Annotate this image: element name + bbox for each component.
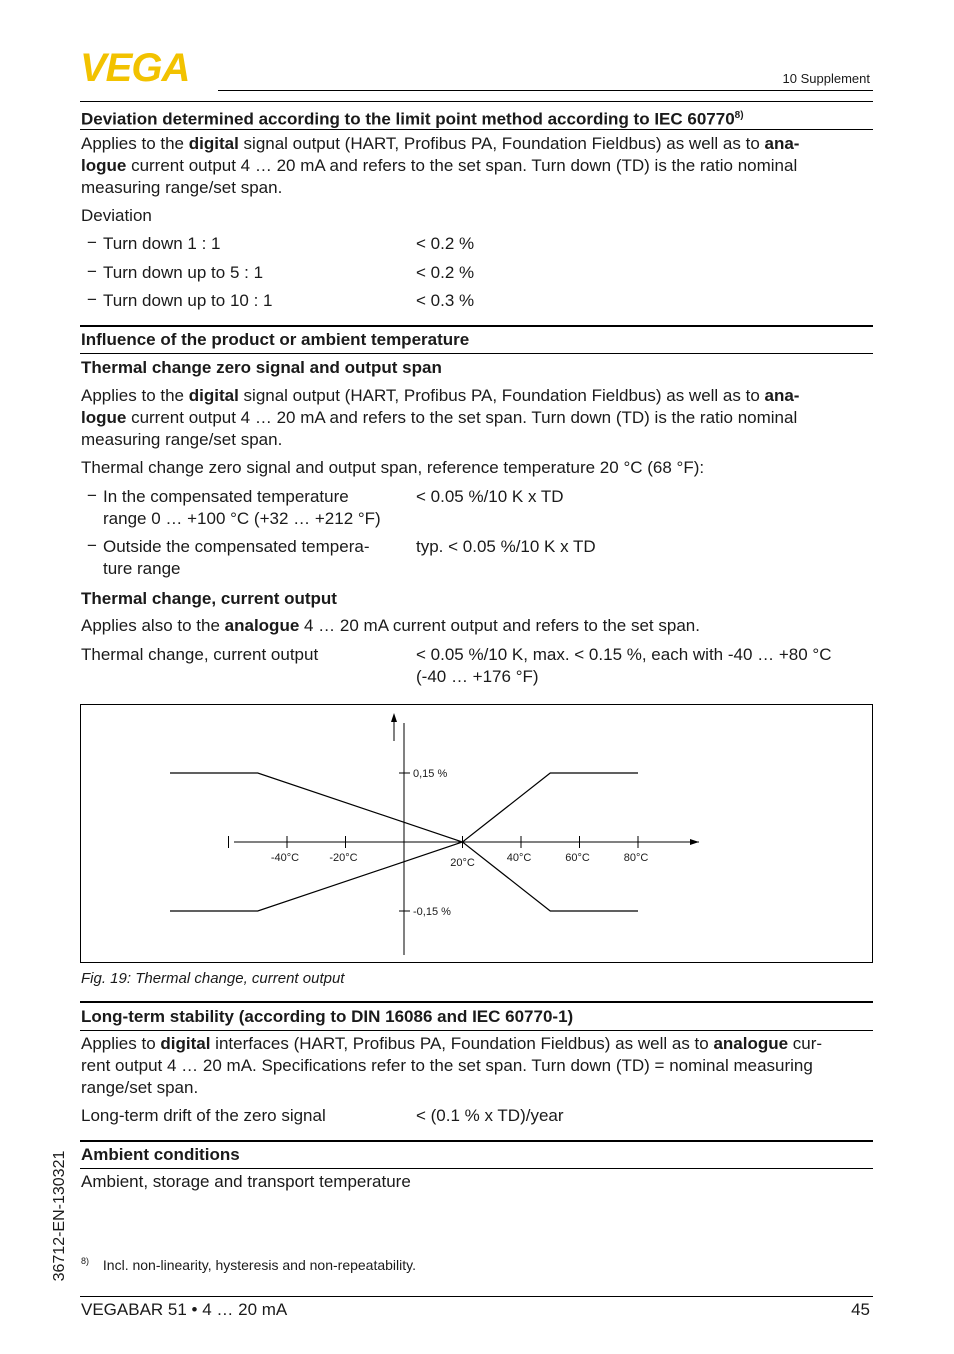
spec-label: Thermal change, current output bbox=[81, 645, 319, 664]
footer-product: VEGABAR 51 • 4 … 20 mA bbox=[81, 1300, 288, 1319]
spec-value: typ. < 0.05 %/10 K x TD bbox=[416, 537, 596, 556]
bold-text: ana- bbox=[764, 386, 800, 405]
spec-label: Turn down 1 : 1 bbox=[103, 234, 221, 253]
section-title-influence: Influence of the product or ambient temperature bbox=[81, 330, 470, 349]
spec-value bbox=[416, 644, 832, 688]
reference-line: Thermal change zero signal and output span, reference temperature 20 °C (68 °F): bbox=[81, 458, 705, 477]
side-document-code: 36712-EN-130321 bbox=[51, 1150, 68, 1282]
subsection-title-current-output: Thermal change, current output bbox=[81, 589, 337, 608]
subsection-title-zero-span: Thermal change zero signal and output span bbox=[81, 358, 442, 377]
x-tick-label: 80°C bbox=[623, 852, 649, 864]
figure-caption: Fig. 19: Thermal change, current output bbox=[81, 970, 345, 987]
x-axis-arrowhead bbox=[690, 839, 699, 845]
text: range/set span. bbox=[81, 1078, 199, 1097]
footnote bbox=[81, 1256, 416, 1273]
bold-text: ana- bbox=[764, 134, 800, 153]
bullet-dash: − bbox=[87, 290, 97, 309]
text: range 0 … +100 °C (+32 … +212 °F) bbox=[103, 509, 381, 528]
text: Applies to bbox=[81, 1034, 161, 1053]
spec-label bbox=[103, 536, 369, 580]
footnote-ref: 8) bbox=[734, 110, 744, 121]
bold-text: analogue bbox=[713, 1034, 789, 1053]
text: interfaces (HART, Profibus PA, Foundation Fieldbus) as well as to bbox=[210, 1034, 714, 1053]
divider bbox=[80, 1140, 873, 1142]
y-tick-label: -0,15 % bbox=[413, 906, 451, 918]
x-tick-label: 40°C bbox=[506, 852, 532, 864]
footnote-text: Incl. non-linearity, hysteresis and non-repeatability. bbox=[102, 1256, 416, 1273]
text: signal output (HART, Profibus PA, Foundation Fieldbus) as well as to bbox=[238, 386, 765, 405]
bold-text: digital bbox=[188, 134, 239, 153]
text: cur- bbox=[788, 1034, 823, 1053]
divider bbox=[80, 1168, 873, 1169]
divider bbox=[80, 1001, 873, 1003]
paragraph bbox=[81, 615, 873, 637]
x-tick-label: 60°C bbox=[565, 852, 590, 864]
text: rent output 4 … 20 mA. Specifications refer to the set span. Turn down (TD) = nominal measuring bbox=[81, 1056, 813, 1075]
text: Applies to the bbox=[81, 134, 189, 153]
paragraph bbox=[81, 385, 873, 451]
divider bbox=[80, 353, 873, 354]
logo-text: VEGA bbox=[80, 48, 190, 88]
text: 4 … 20 mA current output and refers to the set span. bbox=[299, 616, 700, 635]
text: measuring range/set span. bbox=[81, 178, 283, 197]
text: current output 4 … 20 mA and refers to the set span. Turn down (TD) is the ratio nominal bbox=[126, 156, 798, 175]
header-rule bbox=[218, 90, 873, 91]
section-title-deviation bbox=[81, 106, 744, 130]
divider bbox=[80, 129, 873, 130]
footer-rule bbox=[80, 1296, 873, 1297]
bold-text: analogue bbox=[224, 616, 300, 635]
text: In the compensated temperature bbox=[103, 487, 349, 506]
bullet-dash: − bbox=[87, 233, 97, 252]
text: Outside the compensated tempera- bbox=[103, 537, 370, 556]
spec-value: < 0.3 % bbox=[416, 291, 475, 310]
bold-text: logue bbox=[81, 408, 127, 427]
text: < 0.05 %/10 K, max. < 0.15 %, each with -40 … +80 °C bbox=[416, 645, 832, 664]
vega-logo bbox=[80, 48, 212, 88]
text: ture range bbox=[103, 559, 181, 578]
header-section: 10 Supplement bbox=[782, 71, 870, 86]
spec-label bbox=[103, 486, 381, 530]
x-tick-label: -20°C bbox=[329, 852, 358, 864]
bullet-dash: − bbox=[87, 486, 97, 505]
bold-text: logue bbox=[81, 156, 127, 175]
text: current output 4 … 20 mA and refers to the set span. Turn down (TD) is the ratio nominal bbox=[126, 408, 798, 427]
title-text: Deviation determined according to the limit point method according to IEC 60770 bbox=[81, 109, 735, 129]
deviation-label: Deviation bbox=[81, 206, 152, 225]
spec-label: Turn down up to 10 : 1 bbox=[103, 291, 273, 310]
text: signal output (HART, Profibus PA, Foundation Fieldbus) as well as to bbox=[238, 134, 765, 153]
spec-label: Long-term drift of the zero signal bbox=[81, 1106, 326, 1125]
section-title-ambient: Ambient conditions bbox=[81, 1145, 240, 1164]
divider bbox=[80, 1030, 873, 1031]
bold-text: digital bbox=[160, 1034, 211, 1053]
bold-text: digital bbox=[188, 386, 239, 405]
y-tick-label: 0,15 % bbox=[413, 768, 448, 780]
footnote-mark: 8) bbox=[81, 1256, 90, 1266]
text: Applies also to the bbox=[81, 616, 225, 635]
ambient-line: Ambient, storage and transport temperature bbox=[81, 1172, 411, 1191]
spec-label: Turn down up to 5 : 1 bbox=[103, 263, 264, 282]
text: Applies to the bbox=[81, 386, 189, 405]
paragraph bbox=[81, 1033, 873, 1099]
spec-value: < 0.2 % bbox=[416, 263, 475, 282]
text: measuring range/set span. bbox=[81, 430, 283, 449]
x-tick-label: 20°C bbox=[450, 857, 475, 869]
spec-value: < 0.05 %/10 K x TD bbox=[416, 487, 564, 506]
text: (-40 … +176 °F) bbox=[416, 667, 539, 686]
page-number: 45 bbox=[851, 1300, 870, 1319]
bullet-dash: − bbox=[87, 536, 97, 555]
chart-frame bbox=[80, 704, 873, 963]
bullet-dash: − bbox=[87, 262, 97, 281]
spec-value: < 0.2 % bbox=[416, 234, 475, 253]
divider bbox=[80, 325, 873, 327]
paragraph bbox=[81, 133, 873, 199]
spec-value: < (0.1 % x TD)/year bbox=[416, 1106, 564, 1125]
x-tick-label: -40°C bbox=[270, 852, 300, 864]
section-title-long-term: Long-term stability (according to DIN 16086 and IEC 60770-1) bbox=[81, 1007, 574, 1026]
thermal-change-chart bbox=[81, 705, 872, 962]
divider bbox=[80, 101, 873, 102]
